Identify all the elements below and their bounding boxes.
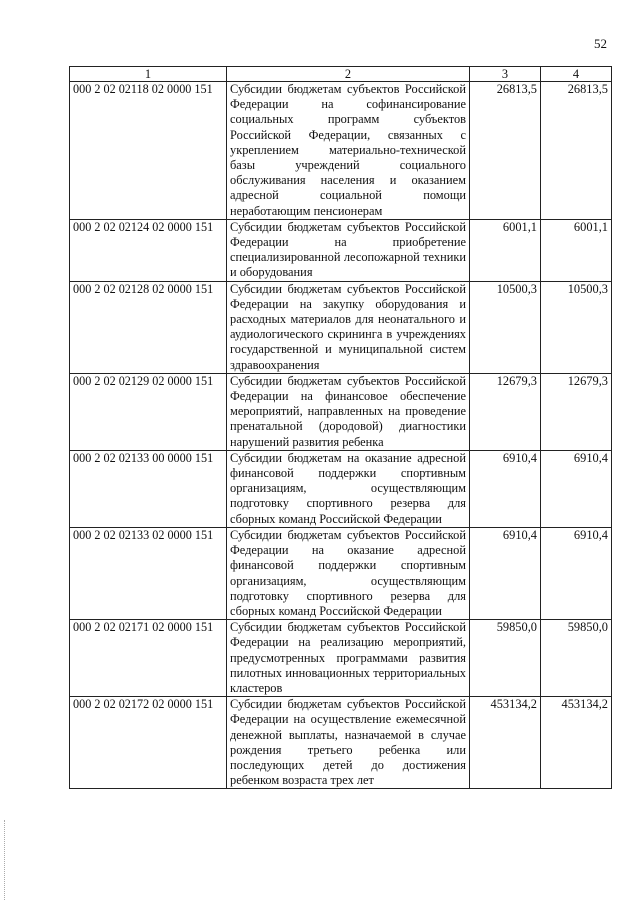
- table-row: [70, 620, 612, 697]
- amount-col4-cell: 453134,2: [541, 697, 612, 789]
- page-number: 52: [594, 36, 607, 51]
- amount-col4-cell: 6910,4: [541, 450, 612, 527]
- budget-code-cell: 000 2 02 02128 02 0000 151: [70, 281, 227, 373]
- column-header-1: 1: [70, 67, 227, 82]
- amount-col3-cell: 12679,3: [470, 373, 541, 450]
- description-cell: Субсидии бюджетам субъектов Российской Федерации на осуществление ежемесячной денежной выплаты, назначаемой в случае рождения третьего ребенка или последующих детей до достижения ребенком возраста трех лет: [227, 697, 470, 789]
- amount-col4-cell: 6910,4: [541, 527, 612, 619]
- budget-code-cell: 000 2 02 02172 02 0000 151: [70, 697, 227, 789]
- budget-code-cell: 000 2 02 02133 02 0000 151: [70, 527, 227, 619]
- description-cell: Субсидии бюджетам субъектов Российской Федерации на закупку оборудования и расходных материалов для неонатального и аудиологического скрининга в учреждениях государственной и муниципальной систем здравоохранения: [227, 281, 470, 373]
- amount-col4-cell: 10500,3: [541, 281, 612, 373]
- table-row: [70, 697, 612, 789]
- table-header-row: [70, 67, 612, 82]
- amount-col3-cell: 6001,1: [470, 219, 541, 281]
- description-cell: Субсидии бюджетам субъектов Российской Федерации на оказание адресной финансовой поддержки спортивным организациям, осуществляющим подготовку спортивного резерва для сборных команд Российской Федерации: [227, 527, 470, 619]
- budget-code-cell: 000 2 02 02129 02 0000 151: [70, 373, 227, 450]
- amount-col3-cell: 6910,4: [470, 450, 541, 527]
- table-row: [70, 82, 612, 220]
- column-header-3: 3: [470, 67, 541, 82]
- amount-col4-cell: 59850,0: [541, 620, 612, 697]
- amount-col4-cell: 12679,3: [541, 373, 612, 450]
- table-row: [70, 450, 612, 527]
- budget-code-cell: 000 2 02 02133 00 0000 151: [70, 450, 227, 527]
- table-row: [70, 219, 612, 281]
- table-row: [70, 281, 612, 373]
- amount-col3-cell: 26813,5: [470, 82, 541, 220]
- budget-code-cell: 000 2 02 02171 02 0000 151: [70, 620, 227, 697]
- table-row: [70, 373, 612, 450]
- budget-code-cell: 000 2 02 02124 02 0000 151: [70, 219, 227, 281]
- scan-margin-mark: [4, 820, 7, 900]
- amount-col4-cell: 26813,5: [541, 82, 612, 220]
- description-cell: Субсидии бюджетам субъектов Российской Федерации на софинансирование социальных программ субъектов Российской Федерации, связанных с укреплением материально-технической базы учреждений социального обслуживания населения и оказанием адресной социальной помощи неработающим пенсионерам: [227, 82, 470, 220]
- amount-col4-cell: 6001,1: [541, 219, 612, 281]
- amount-col3-cell: 453134,2: [470, 697, 541, 789]
- description-cell: Субсидии бюджетам субъектов Российской Федерации на реализацию мероприятий, предусмотренных программами развития пилотных инновационных территориальных кластеров: [227, 620, 470, 697]
- description-cell: Субсидии бюджетам субъектов Российской Федерации на финансовое обеспечение мероприятий, направленных на проведение пренатальной (дородовой) диагностики нарушений развития ребенка: [227, 373, 470, 450]
- column-header-2: 2: [227, 67, 470, 82]
- amount-col3-cell: 10500,3: [470, 281, 541, 373]
- table-row: [70, 527, 612, 619]
- budget-table: [69, 66, 612, 789]
- amount-col3-cell: 59850,0: [470, 620, 541, 697]
- description-cell: Субсидии бюджетам субъектов Российской Федерации на приобретение специализированной лесопожарной техники и оборудования: [227, 219, 470, 281]
- budget-code-cell: 000 2 02 02118 02 0000 151: [70, 82, 227, 220]
- amount-col3-cell: 6910,4: [470, 527, 541, 619]
- description-cell: Субсидии бюджетам на оказание адресной финансовой поддержки спортивным организациям, осуществляющим подготовку спортивного резерва для сборных команд Российской Федерации: [227, 450, 470, 527]
- column-header-4: 4: [541, 67, 612, 82]
